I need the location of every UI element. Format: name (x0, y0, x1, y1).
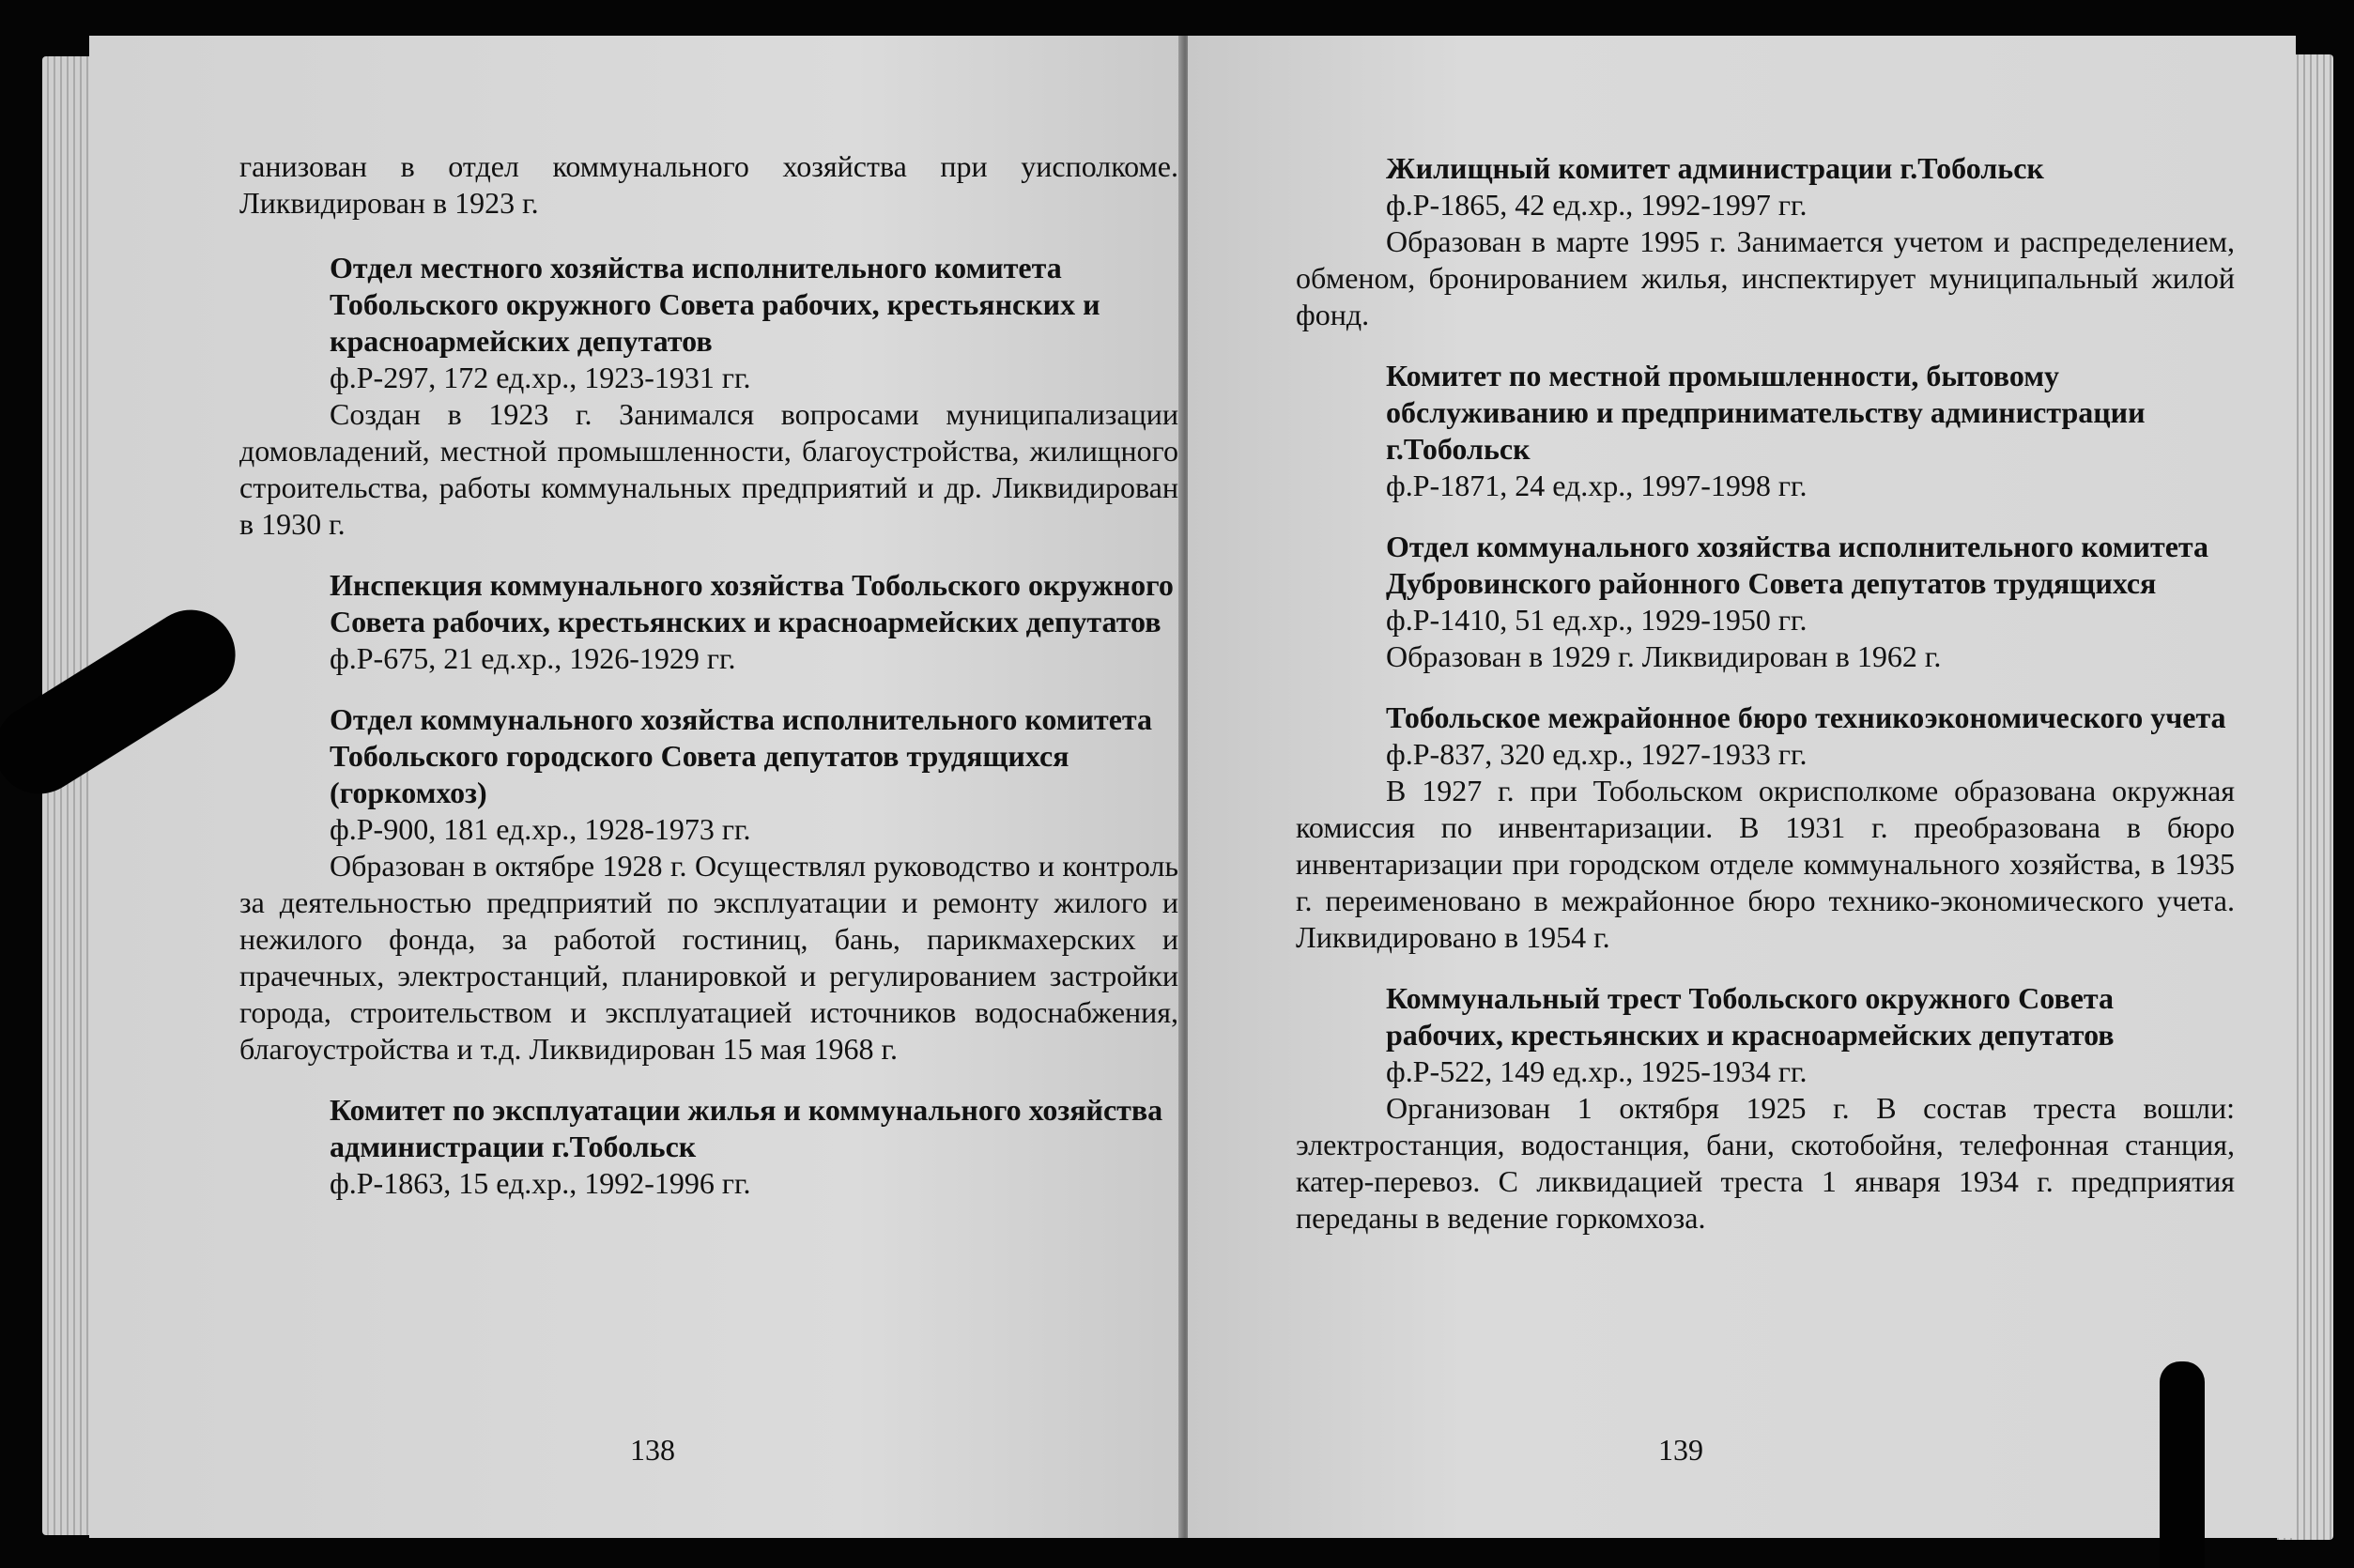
entry-title: Комитет по эксплуатации жилья и коммунального хозяйства администрации г.Тобольск (330, 1093, 1163, 1163)
entry-description: Образован в октябре 1928 г. Осуществлял руководство и контроль за деятельностью предприятий по эксплуатации и ремонту жилого и нежилого фонда, за работой гостиниц, бань, парикмахерских и прачечных, электростанций, планировкой и регулированием застройки города, строительством и эксплуатацией источников водоснабжения, благоустройства и т.д. Ликвидирован 15 мая 1968 г. (239, 849, 1178, 1066)
archive-entry (239, 1092, 1178, 1202)
entry-title: Жилищный комитет администрации г.Тобольск (1386, 151, 2044, 185)
entry-title: Отдел местного хозяйства исполнительного комитета Тобольского окружного Совета рабочих, крестьянских и красноармейских депутатов (330, 251, 1100, 358)
entry-ref: ф.Р-675, 21 ед.хр., 1926-1929 гг. (330, 641, 736, 675)
entry-description: В 1927 г. при Тобольском окрисполкоме образована окружная комиссия по инвентаризации. В 1931 г. преобразована в бюро инвентаризации при городском отделе коммунального хозяйства, в 1935 г. переименовано в межрайонное бюро технико-экономического учета. Ликвидировано в 1954 г. (1296, 774, 2235, 954)
entry-description: Организован 1 октября 1925 г. В состав треста вошли: электростанция, водостанция, бани, скотобойня, телефонная станция, катер-перевоз. С ликвидацией треста 1 января 1934 г. предприятия переданы в ведение горкомхоза. (1296, 1091, 2235, 1235)
entry-title: Отдел коммунального хозяйства исполнительного комитета Дубровинского районного Совета депутатов трудящихся (1386, 530, 2209, 600)
archive-entry (1296, 150, 2235, 333)
archive-entry (1296, 358, 2235, 504)
entry-description: Образован в марте 1995 г. Занимается учетом и распределением, обменом, бронированием жилья, инспектирует муниципальный жилой фонд. (1296, 224, 2235, 331)
entry-ref: ф.Р-522, 149 ед.хр., 1925-1934 гг. (1386, 1054, 1808, 1088)
intro-paragraph: ганизован в отдел коммунального хозяйства при уисполкоме. Ликвидирован в 1923 г. (239, 149, 1178, 220)
entry-title: Тобольское межрайонное бюро техникоэкономического учета (1386, 700, 2226, 734)
left-page (89, 36, 1183, 1538)
archive-entry (239, 250, 1178, 543)
entry-ref: ф.Р-1863, 15 ед.хр., 1992-1996 гг. (330, 1166, 751, 1200)
left-page-text (239, 148, 1178, 1226)
entry-ref: ф.Р-837, 320 ед.хр., 1927-1933 гг. (1386, 737, 1808, 771)
archive-entry (239, 567, 1178, 677)
entry-description: Образован в 1929 г. Ликвидирован в 1962 г. (1386, 639, 1942, 673)
entry-title: Комитет по местной промышленности, бытовому обслуживанию и предпринимательству администрации г.Тобольск (1386, 359, 2146, 466)
archive-entry (1296, 529, 2235, 675)
right-finger-shadow (2160, 1361, 2205, 1568)
entry-description: Создан в 1923 г. Занимался вопросами муниципализации домовладений, местной промышленности, благоустройства, жилищного строительства, работы коммунальных предприятий и др. Ликвидирован в 1930 г. (239, 397, 1178, 541)
entry-title: Инспекция коммунального хозяйства Тобольского окружного Совета рабочих, крестьянских и красноармейских депутатов (330, 568, 1174, 638)
archive-entry (1296, 699, 2235, 956)
entry-title: Отдел коммунального хозяйства исполнительного комитета Тобольского городского Совета депутатов трудящихся (горкомхоз) (330, 702, 1153, 809)
entry-ref: ф.Р-1410, 51 ед.хр., 1929-1950 гг. (1386, 603, 1808, 637)
archive-entry (239, 701, 1178, 1068)
right-page-text (1296, 150, 2235, 1261)
right-page (1188, 36, 2296, 1538)
entry-ref: ф.Р-297, 172 ед.хр., 1923-1931 гг. (330, 361, 751, 394)
page-number-left: 138 (630, 1433, 675, 1467)
entry-ref: ф.Р-1865, 42 ед.хр., 1992-1997 гг. (1386, 188, 1808, 222)
archive-entry (1296, 980, 2235, 1237)
entry-ref: ф.Р-900, 181 ед.хр., 1928-1973 гг. (330, 812, 751, 846)
page-number-right: 139 (1658, 1433, 1703, 1467)
entry-ref: ф.Р-1871, 24 ед.хр., 1997-1998 гг. (1386, 469, 1808, 502)
entry-title: Коммунальный трест Тобольского окружного Совета рабочих, крестьянских и красноармейских депутатов (1386, 981, 2115, 1052)
